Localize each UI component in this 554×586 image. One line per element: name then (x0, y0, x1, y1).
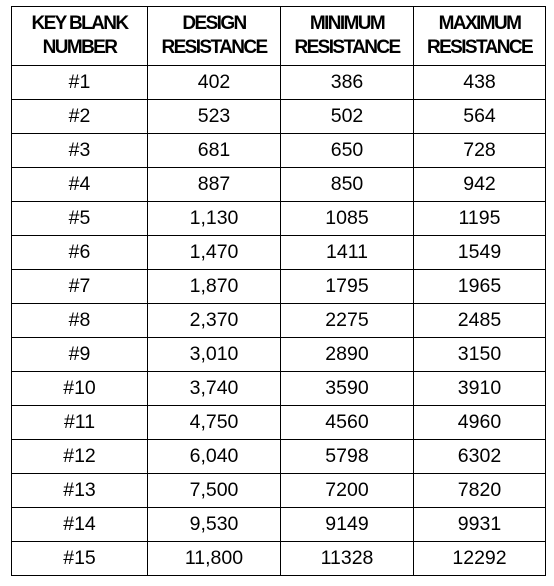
table-row (12, 100, 546, 134)
header-line: NUMBER (42, 37, 117, 58)
minimum-resistance-cell: 5798 (281, 440, 414, 474)
maximum-resistance-cell: 4960 (414, 406, 546, 440)
design-resistance-cell: 1,870 (148, 270, 281, 304)
table-row (12, 304, 546, 338)
maximum-resistance-cell: 942 (414, 168, 546, 202)
minimum-resistance-cell: 9149 (281, 508, 414, 542)
maximum-resistance-cell: 728 (414, 134, 546, 168)
header-key-blank-number (12, 7, 148, 66)
key-blank-number-cell: #10 (12, 372, 148, 406)
design-resistance-cell: 4,750 (148, 406, 281, 440)
minimum-resistance-cell: 502 (281, 100, 414, 134)
minimum-resistance-cell: 4560 (281, 406, 414, 440)
table-row (12, 134, 546, 168)
minimum-resistance-cell: 11328 (281, 542, 414, 576)
table-row (12, 474, 546, 508)
minimum-resistance-cell: 650 (281, 134, 414, 168)
maximum-resistance-cell: 1965 (414, 270, 546, 304)
design-resistance-cell: 402 (148, 66, 281, 100)
key-blank-number-cell: #11 (12, 406, 148, 440)
table-row (12, 508, 546, 542)
header-line: RESISTANCE (426, 37, 533, 58)
design-resistance-cell: 1,130 (148, 202, 281, 236)
design-resistance-cell: 9,530 (148, 508, 281, 542)
header-maximum-resistance (414, 7, 546, 66)
header-line: KEY BLANK (31, 13, 128, 34)
maximum-resistance-cell: 1549 (414, 236, 546, 270)
maximum-resistance-cell: 2485 (414, 304, 546, 338)
key-blank-number-cell: #2 (12, 100, 148, 134)
minimum-resistance-cell: 850 (281, 168, 414, 202)
table-row (12, 202, 546, 236)
maximum-resistance-cell: 9931 (414, 508, 546, 542)
key-blank-number-cell: #7 (12, 270, 148, 304)
table-row (12, 542, 546, 576)
header-line: RESISTANCE (161, 37, 267, 58)
design-resistance-cell: 887 (148, 168, 281, 202)
key-blank-number-cell: #1 (12, 66, 148, 100)
header-design-resistance (148, 7, 281, 66)
design-resistance-cell: 7,500 (148, 474, 281, 508)
header-row (12, 7, 546, 66)
design-resistance-cell: 3,740 (148, 372, 281, 406)
resistance-table (11, 6, 546, 576)
header-line: MINIMUM (309, 13, 385, 34)
design-resistance-cell: 11,800 (148, 542, 281, 576)
maximum-resistance-cell: 6302 (414, 440, 546, 474)
design-resistance-cell: 1,470 (148, 236, 281, 270)
table-row (12, 440, 546, 474)
table-row (12, 168, 546, 202)
maximum-resistance-cell: 7820 (414, 474, 546, 508)
header-line: RESISTANCE (294, 37, 400, 58)
key-blank-number-cell: #9 (12, 338, 148, 372)
table-body (12, 66, 546, 576)
design-resistance-cell: 3,010 (148, 338, 281, 372)
design-resistance-cell: 6,040 (148, 440, 281, 474)
key-blank-number-cell: #6 (12, 236, 148, 270)
table-header (12, 7, 546, 66)
key-blank-number-cell: #3 (12, 134, 148, 168)
table-row (12, 236, 546, 270)
key-blank-number-cell: #5 (12, 202, 148, 236)
header-line: DESIGN (182, 13, 246, 34)
maximum-resistance-cell: 3910 (414, 372, 546, 406)
key-blank-number-cell: #14 (12, 508, 148, 542)
table-row (12, 270, 546, 304)
minimum-resistance-cell: 2275 (281, 304, 414, 338)
key-blank-number-cell: #12 (12, 440, 148, 474)
minimum-resistance-cell: 1411 (281, 236, 414, 270)
table-row (12, 338, 546, 372)
design-resistance-cell: 523 (148, 100, 281, 134)
design-resistance-cell: 2,370 (148, 304, 281, 338)
minimum-resistance-cell: 2890 (281, 338, 414, 372)
minimum-resistance-cell: 1795 (281, 270, 414, 304)
maximum-resistance-cell: 1195 (414, 202, 546, 236)
minimum-resistance-cell: 7200 (281, 474, 414, 508)
table-row (12, 66, 546, 100)
maximum-resistance-cell: 3150 (414, 338, 546, 372)
maximum-resistance-cell: 438 (414, 66, 546, 100)
key-blank-number-cell: #8 (12, 304, 148, 338)
key-blank-number-cell: #13 (12, 474, 148, 508)
minimum-resistance-cell: 1085 (281, 202, 414, 236)
header-line: MAXIMUM (438, 13, 521, 34)
key-blank-number-cell: #15 (12, 542, 148, 576)
header-minimum-resistance (281, 7, 414, 66)
key-blank-number-cell: #4 (12, 168, 148, 202)
maximum-resistance-cell: 564 (414, 100, 546, 134)
minimum-resistance-cell: 3590 (281, 372, 414, 406)
design-resistance-cell: 681 (148, 134, 281, 168)
table-row (12, 372, 546, 406)
table-row (12, 406, 546, 440)
maximum-resistance-cell: 12292 (414, 542, 546, 576)
minimum-resistance-cell: 386 (281, 66, 414, 100)
